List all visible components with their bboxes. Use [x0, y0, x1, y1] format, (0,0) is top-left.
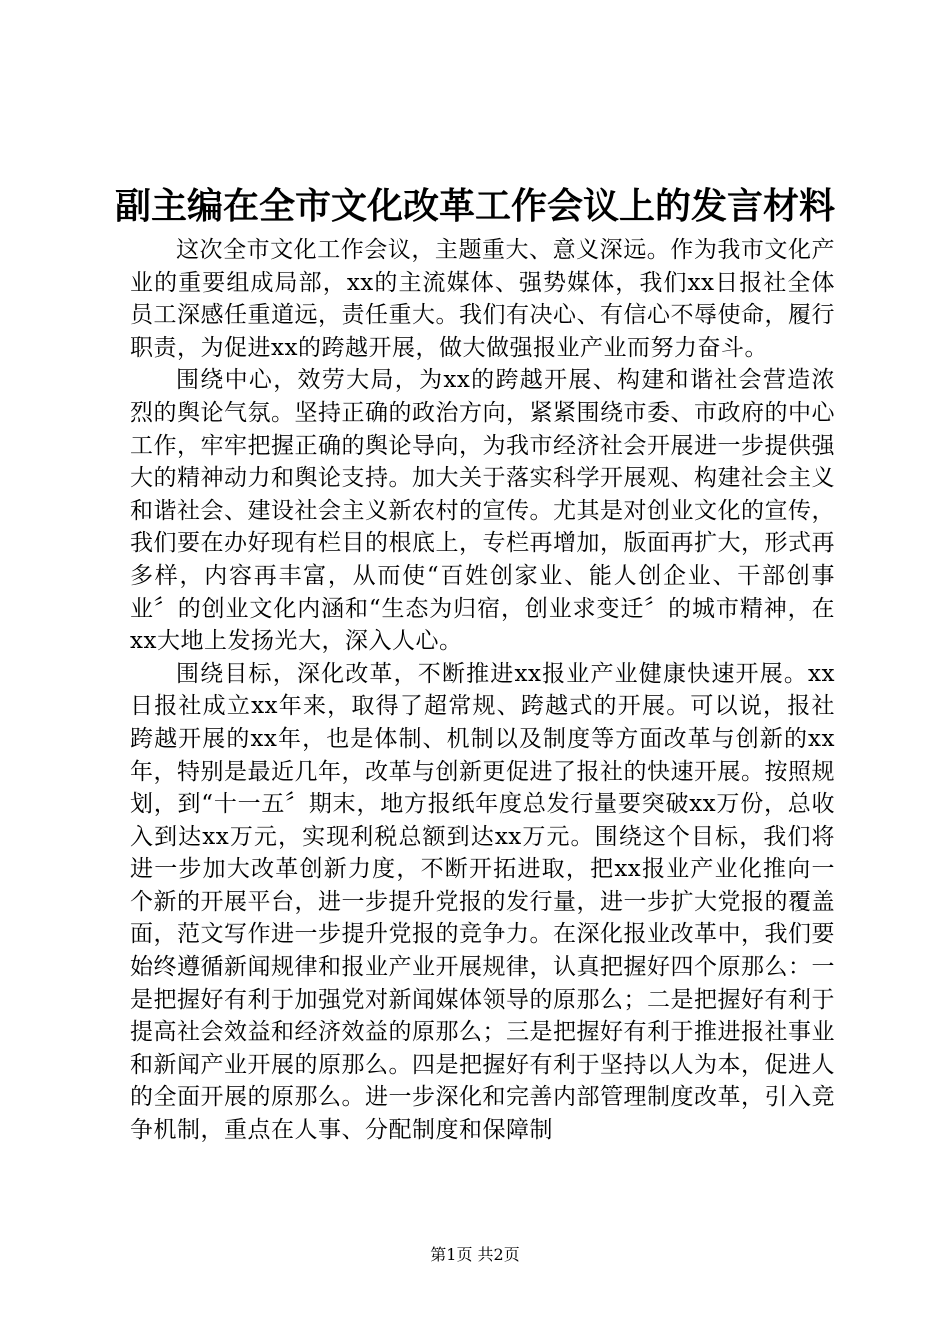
- paragraph-reform: 围绕目标，深化改革，不断推进xx报业产业健康快速开展。xx日报社成立xx年来，取得了超常规、跨越式的开展。可以说，报社跨越开展的xx年，也是体制、机制以及制度等方面改革与创新的xx年，特别是最近几年，改革与创新更促进了报社的快速开展。按照规划，到“十一五〞期末，地方报纸年度总发行量要突破xx万份，总收入到达xx万元，实现利税总额到达xx万元。围绕这个目标，我们将进一步加大改革创新力度，不断开拓进取，把xx报业产业化推向一个新的开展平台，进一步提升党报的发行量，进一步扩大党报的覆盖面，范文写作进一步提升党报的竞争力。在深化报业改革中，我们要始终遵循新闻规律和报业产业开展规律，认真把握好四个原那么：一是把握好有利于加强党对新闻媒体领导的原那么；二是把握好有利于提高社会效益和经济效益的原那么；三是把握好有利于推进报社事业和新闻产业开展的原那么。四是把握好有利于坚持以人为本，促进人的全面开展的原那么。进一步深化和完善内部管理制度改革，引入竞争机制，重点在人事、分配制度和保障制: [130, 660, 835, 1144]
- document-title: 副主编在全市文化改革工作会议上的发言材料: [114, 186, 835, 227]
- paragraph-center: 围绕中心，效劳大局，为xx的跨越开展、构建和谐社会营造浓烈的舆论气氛。坚持正确的政治方向，紧紧围绕市委、市政府的中心工作，牢牢把握正确的舆论导向，为我市经济社会开展进一步提供强大的精神动力和舆论支持。加大关于落实科学开展观、构建社会主义和谐社会、建设社会主义新农村的宣传。尤其是对创业文化的宣传，我们要在办好现有栏目的根底上，专栏再增加，版面再扩大，形式再多样，内容再丰富，从而使“百姓创家业、能人创企业、干部创事业〞的创业文化内涵和“生态为归宿，创业求变迁〞的城市精神，在xx大地上发扬光大，深入人心。: [130, 367, 835, 655]
- paragraph-intro: 这次全市文化工作会议，主题重大、意义深远。作为我市文化产业的重要组成局部，xx的主流媒体、强势媒体，我们xx日报社全体员工深感任重道远，责任重大。我们有决心、有信心不辱使命，履行职责，为促进xx的跨越开展，做大做强报业产业而努力奋斗。: [130, 237, 835, 361]
- page-number-footer: 第1页 共2页: [430, 1245, 520, 1264]
- document-body: [130, 234, 835, 1147]
